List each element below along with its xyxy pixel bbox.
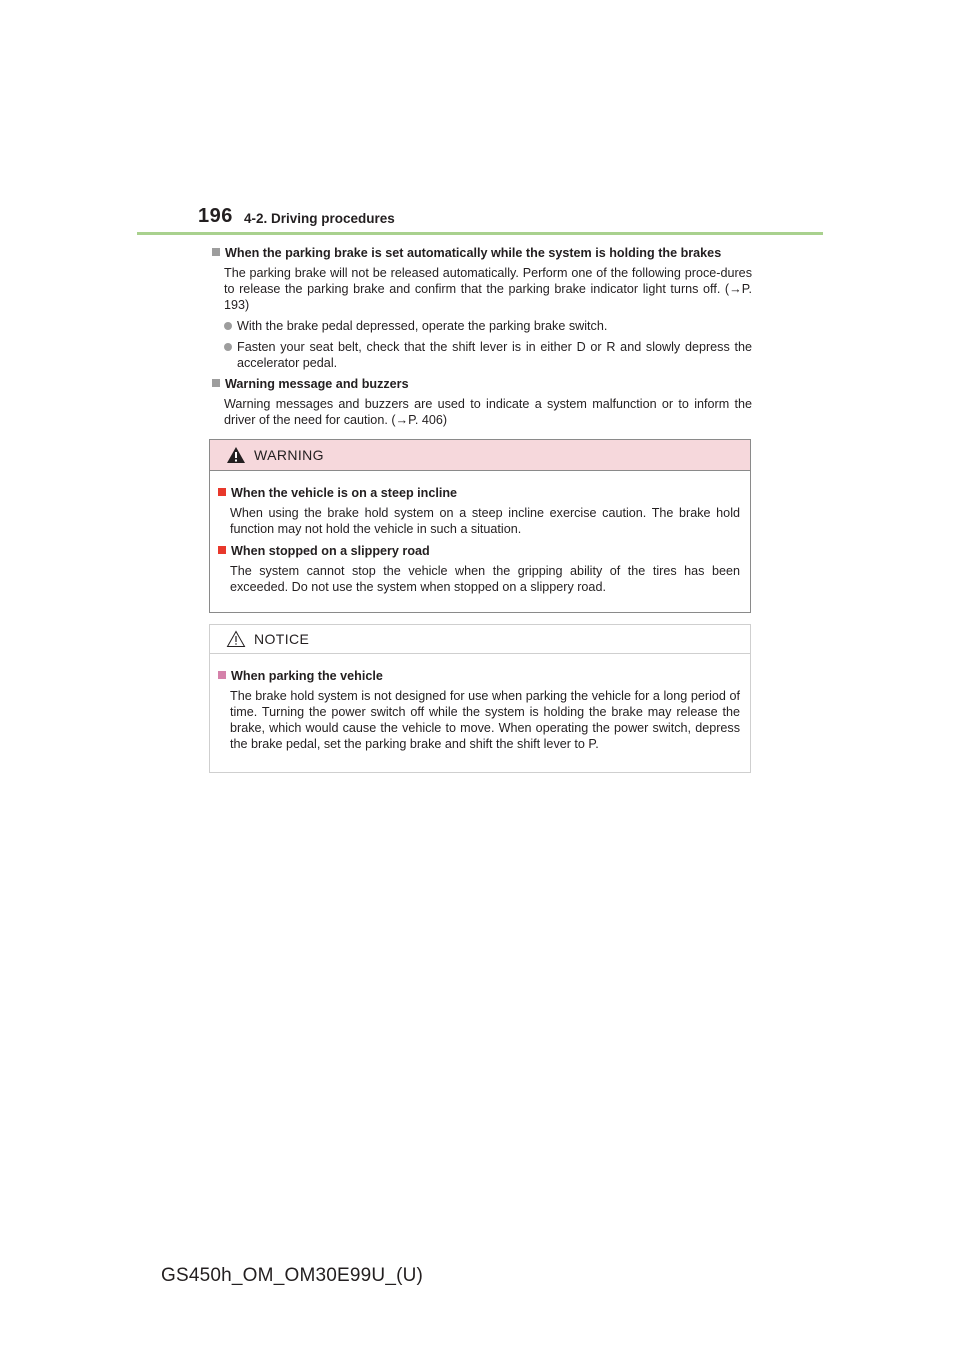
section-paragraph: The parking brake will not be released automatically. Perform one of the following proce-dures to release the parking brake and confirm that the parking brake indicator light turns off. (→P. 193) — [224, 266, 752, 312]
notice-box — [209, 624, 751, 773]
caution-triangle-outline-icon — [226, 630, 246, 648]
notice-label: NOTICE — [254, 631, 310, 647]
square-bullet-icon — [218, 671, 226, 679]
circle-bullet-icon — [224, 343, 232, 351]
list-item — [224, 339, 752, 371]
list-item-text: With the brake pedal depressed, operate the parking brake switch. — [237, 319, 608, 333]
page-number: 196 — [198, 205, 233, 227]
section-paragraph: Warning messages and buzzers are used to indicate a system malfunction or to inform the driver of the need for caution. (→P. 406) — [224, 397, 752, 427]
header-rule — [137, 232, 823, 235]
heading-text: When stopped on a slippery road — [231, 544, 430, 558]
document-code: GS450h_OM_OM30E99U_(U) — [161, 1265, 424, 1286]
square-bullet-icon — [212, 379, 220, 387]
main-content — [212, 245, 752, 428]
circle-bullet-icon — [224, 322, 232, 330]
square-bullet-icon — [212, 248, 220, 256]
notice-item-text: The brake hold system is not designed for use when parking the vehicle for a long period of time. Turning the power switch off while the system is holding the brake may release the brake, which would cause the vehicle to move. When operating the power switch, depress the brake pedal, set the parking brake and shift the shift lever to P. — [230, 689, 740, 751]
heading-text: When the vehicle is on a steep incline — [231, 486, 458, 500]
warning-box — [209, 439, 751, 613]
warning-triangle-icon — [226, 446, 246, 464]
warning-header — [210, 440, 750, 471]
warning-item-heading — [218, 485, 740, 501]
square-bullet-icon — [218, 488, 226, 496]
heading-text: Warning message and buzzers — [225, 377, 409, 391]
section-title: 4-2. Driving procedures — [244, 211, 395, 226]
heading-text: When parking the vehicle — [231, 669, 383, 683]
warning-item-text: The system cannot stop the vehicle when the gripping ability of the tires has been exceeded. Do not use the system when stopped on a slippery road. — [230, 564, 740, 594]
section-heading-warning-message — [212, 376, 752, 392]
warning-item-heading — [218, 543, 740, 559]
notice-item-heading — [218, 668, 740, 684]
list-item-text: Fasten your seat belt, check that the shift lever is in either D or R and slowly depress the accelerator pedal. — [237, 340, 752, 370]
warning-label: WARNING — [254, 447, 324, 463]
list-item — [224, 318, 752, 334]
warning-body — [210, 471, 750, 595]
warning-item-text: When using the brake hold system on a steep incline exercise caution. The brake hold function may not hold the vehicle in such a situation. — [230, 506, 740, 536]
notice-header — [210, 625, 750, 654]
square-bullet-icon — [218, 546, 226, 554]
heading-text: When the parking brake is set automatically while the system is holding the brakes — [225, 246, 722, 260]
notice-body — [210, 654, 750, 752]
section-heading-parking-brake — [212, 245, 752, 261]
